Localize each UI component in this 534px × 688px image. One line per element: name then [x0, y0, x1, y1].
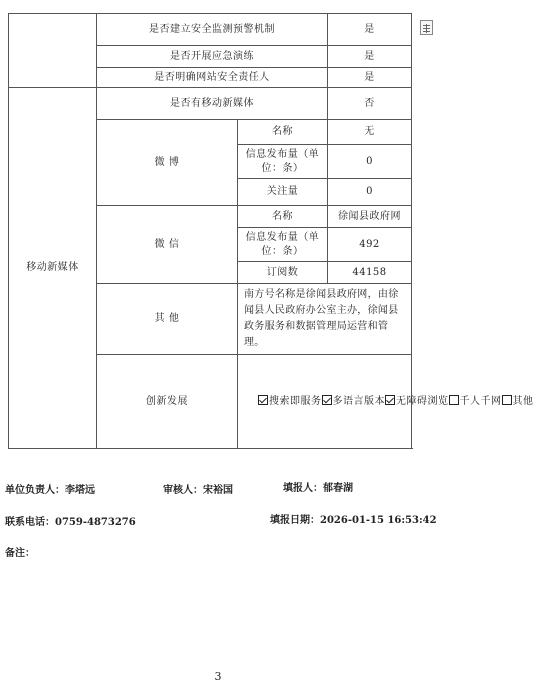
other-label: 其 他	[97, 284, 238, 355]
sub-value: 0	[328, 145, 412, 179]
table-icon[interactable]	[420, 20, 433, 35]
option-label: 多语言版本	[332, 395, 385, 407]
responsible-person: 单位负责人：李塔远	[5, 485, 95, 496]
option-multilingual[interactable]	[322, 396, 386, 407]
row-value: 是	[328, 14, 412, 46]
option-label: 无障碍浏览	[396, 395, 449, 407]
sub-label: 信息发布量（单位：条）	[238, 145, 328, 179]
sub-label: 关注量	[238, 179, 328, 206]
fill-date: 填报日期：2026-01-15 16:53:42	[270, 515, 437, 526]
option-personalized[interactable]	[449, 396, 502, 407]
option-label: 其他	[512, 395, 534, 407]
sub-label: 订阅数	[238, 262, 328, 284]
row-label: 是否有移动新媒体	[97, 88, 328, 120]
checkbox-unchecked-icon[interactable]	[502, 395, 512, 405]
option-label: 搜索即服务	[269, 395, 322, 407]
sub-value: 44158	[328, 262, 412, 284]
checkbox-checked-icon[interactable]	[258, 395, 268, 405]
row-value: 是	[328, 46, 412, 68]
row-value: 是	[328, 68, 412, 88]
option-other[interactable]	[502, 396, 534, 407]
option-label: 千人千网	[459, 395, 502, 407]
filler: 填报人：郁春湖	[283, 483, 353, 494]
table-row	[9, 14, 412, 46]
table-row	[9, 88, 412, 120]
sub-value: 492	[328, 228, 412, 262]
reviewer: 审核人：宋裕国	[163, 485, 233, 496]
mobile-section-label: 移动新媒体	[9, 88, 97, 449]
sub-value: 徐闻县政府网	[328, 206, 412, 228]
page-number: 3	[214, 670, 222, 683]
row-label: 是否开展应急演练	[97, 46, 328, 68]
sub-label: 名称	[238, 206, 328, 228]
innovation-label: 创新发展	[97, 355, 238, 449]
checkbox-checked-icon[interactable]	[385, 395, 395, 405]
sub-value: 0	[328, 179, 412, 206]
remarks: 备注：	[5, 548, 35, 559]
option-search-service[interactable]	[258, 396, 322, 407]
row-label: 是否明确网站安全责任人	[97, 68, 328, 88]
contact-phone: 联系电话：0759-4873276	[5, 517, 136, 528]
row-label: 是否建立安全监测预警机制	[97, 14, 328, 46]
checkbox-checked-icon[interactable]	[322, 395, 332, 405]
sub-label: 名称	[238, 120, 328, 145]
weibo-label: 微 博	[97, 120, 238, 206]
report-table	[8, 13, 534, 449]
other-description: 南方号名称是徐闻县政府网，由徐闻县人民政府办公室主办，徐闻县政务服务和数据管理局运营和管理。	[238, 284, 412, 355]
sub-value: 无	[328, 120, 412, 145]
row-value: 否	[328, 88, 412, 120]
innovation-options	[238, 355, 534, 449]
sub-label: 信息发布量（单位：条）	[238, 228, 328, 262]
blank-section-cell	[9, 14, 97, 88]
option-accessibility[interactable]	[385, 396, 449, 407]
checkbox-unchecked-icon[interactable]	[449, 395, 459, 405]
wechat-label: 微 信	[97, 206, 238, 284]
